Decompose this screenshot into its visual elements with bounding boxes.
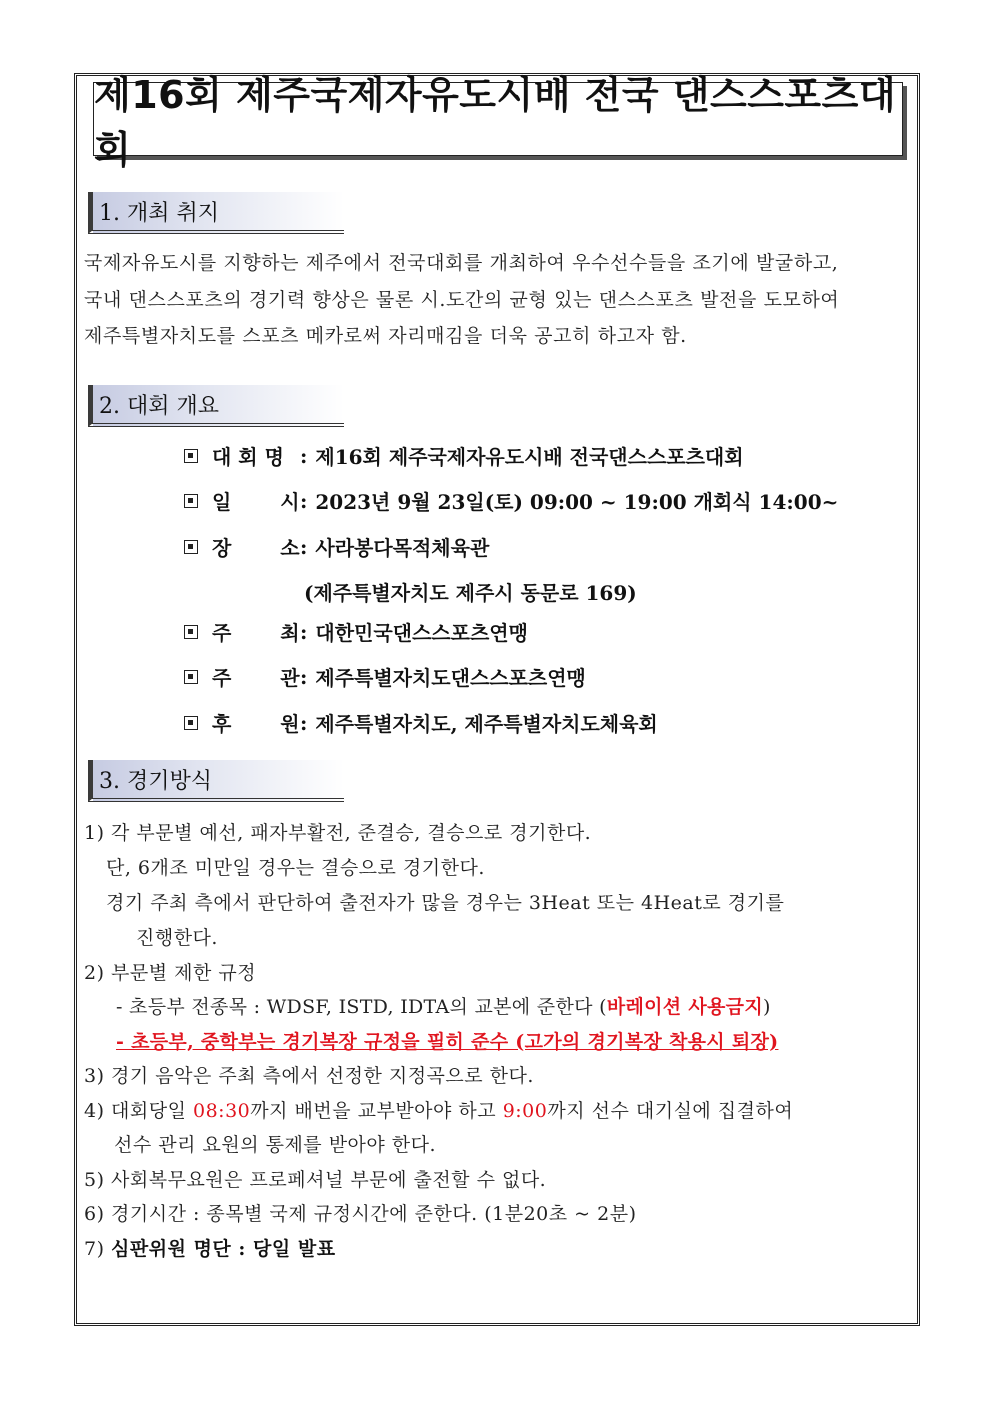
method-line: 1) 각 부문별 예선, 패자부활전, 준결승, 결승으로 경기한다.: [84, 822, 592, 844]
overview-row-host: 주 최 : 대한민국댄스스포츠연맹: [184, 617, 528, 646]
overview-value: 제16회 제주국제자유도시배 전국댄스스포츠대회: [315, 445, 744, 469]
page-title: 제16회 제주국제자유도시배 전국 댄스스포츠대회: [94, 73, 897, 172]
method-line-restriction: [116, 992, 771, 1019]
overview-value: (제주특별자치도 제주시 동문로 169): [304, 581, 637, 605]
schedule-time-highlight: 9:00: [502, 1100, 548, 1122]
purpose-line: 국내 댄스스포츠의 경기력 향상은 물론 시.도간의 균형 있는 댄스스포츠 발전을 도모하여: [84, 289, 840, 311]
section-heading-label: 1. 개최 취지: [99, 200, 219, 226]
restriction-highlight: 바레이션 사용금지: [606, 996, 763, 1018]
overview-row-sponsor: 후 원 : 제주특별자치도, 제주특별자치도체육회: [184, 708, 658, 737]
judges-text: 심판위원 명단 : 당일 발표: [111, 1238, 336, 1260]
section-heading-method: [88, 760, 344, 802]
overview-label: 대 회 명: [212, 445, 284, 469]
overview-value: 제주특별자치도, 제주특별자치도체육회: [315, 712, 658, 736]
overview-row-organizer: 주 관 : 제주특별자치도댄스스포츠연맹: [184, 662, 586, 691]
method-line: 6) 경기시간 : 종목별 국제 규정시간에 준한다. (1분20초 ~ 2분): [84, 1203, 637, 1225]
overview-row-address: [304, 577, 637, 606]
restriction-text: - 초등부 전종목 : WDSF, ISTD, IDTA의 교본에 준한다 (: [116, 996, 607, 1018]
method-line-judges: [84, 1234, 336, 1261]
overview-label: 장 소: [212, 536, 300, 560]
square-bullet-icon: [184, 625, 198, 639]
method-line-warning: - 초등부, 중학부는 경기복장 규정을 필히 준수 (고가의 경기복장 착용시 퇴장): [116, 1031, 779, 1053]
restriction-close: ): [762, 996, 771, 1018]
section-heading-label: 3. 경기방식: [99, 768, 212, 794]
overview-value: 사라봉다목적체육관: [315, 536, 490, 560]
overview-value: 2023년 9월 23일(토) 09:00 ~ 19:00 개회식 14:00~: [315, 490, 839, 514]
title-box: [93, 73, 903, 172]
method-line: 진행한다.: [136, 927, 218, 949]
method-line: 경기 주최 측에서 판단하여 출전자가 많을 경우는 3Heat 또는 4Heat로 경기를: [106, 892, 785, 914]
square-bullet-icon: [184, 670, 198, 684]
overview-value: 제주특별자치도댄스스포츠연맹: [315, 666, 586, 690]
square-bullet-icon: [184, 449, 198, 463]
overview-row-name: 대 회 명 : 제16회 제주국제자유도시배 전국댄스스포츠대회: [184, 441, 744, 470]
overview-row-venue: 장 소 : 사라봉다목적체육관: [184, 532, 489, 561]
method-line: 선수 관리 요원의 통제를 받아야 한다.: [114, 1134, 437, 1156]
square-bullet-icon: [184, 494, 198, 508]
schedule-text: 4) 대회당일: [84, 1100, 193, 1122]
method-line-schedule: [84, 1096, 793, 1123]
judges-prefix: 7): [84, 1238, 112, 1260]
schedule-text: 까지 배번을 교부받아야 하고: [250, 1100, 503, 1122]
overview-label: 주 관: [212, 666, 300, 690]
overview-label: 주 최: [212, 621, 300, 645]
section-heading-purpose: [88, 192, 344, 234]
section-heading-label: 2. 대회 개요: [99, 393, 219, 419]
overview-value: 대한민국댄스스포츠연맹: [315, 621, 528, 645]
section-heading-overview: [88, 385, 344, 427]
overview-label: 후 원: [212, 712, 300, 736]
schedule-text: 까지 선수 대기실에 집결하여: [547, 1100, 794, 1122]
overview-label: 일 시: [212, 490, 300, 514]
square-bullet-icon: [184, 540, 198, 554]
method-line: 3) 경기 음악은 주최 측에서 선정한 지정곡으로 한다.: [84, 1065, 534, 1087]
square-bullet-icon: [184, 716, 198, 730]
method-line: 2) 부문별 제한 규정: [84, 962, 257, 984]
schedule-time-highlight: 08:30: [193, 1100, 251, 1122]
purpose-line: 국제자유도시를 지향하는 제주에서 전국대회를 개최하여 우수선수들을 조기에 발굴하고,: [84, 252, 839, 274]
method-line: 5) 사회복무요원은 프로페셔널 부문에 출전할 수 없다.: [84, 1169, 547, 1191]
overview-row-date: 일 시 : 2023년 9월 23일(토) 09:00 ~ 19:00 개회식 14:00~: [184, 486, 838, 515]
purpose-line: 제주특별자치도를 스포츠 메카로써 자리매김을 더욱 공고히 하고자 함.: [84, 325, 687, 347]
method-line: 단, 6개조 미만일 경우는 결승으로 경기한다.: [106, 857, 485, 879]
